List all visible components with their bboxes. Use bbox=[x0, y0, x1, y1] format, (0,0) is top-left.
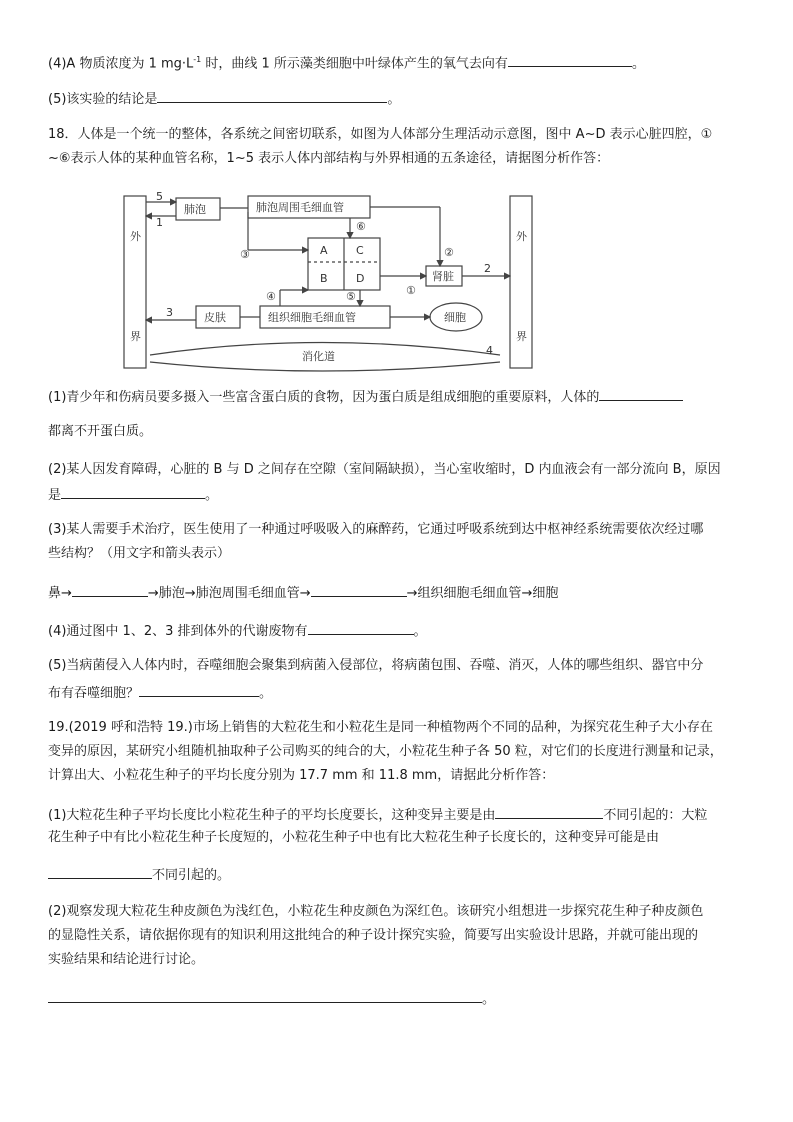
q19-item2-line2: 的显隐性关系，请依据你现有的知识利用这批纯合的种子设计探究实验，简要写出实验设计思路，并就可能出现的 bbox=[48, 928, 699, 943]
path-4: 4 bbox=[486, 344, 493, 357]
vessel-4: ④ bbox=[266, 290, 276, 303]
answer-blank[interactable] bbox=[311, 582, 407, 597]
q19-item1-text1: (1)大粒花生种子平均长度比小粒花生种子的平均长度要长，这种变异主要是由 bbox=[48, 808, 496, 823]
q18-item1-text: (1)青少年和伤病员要多摄入一些富含蛋白质的食物，因为蛋白质是组成细胞的重要原料，人体的 bbox=[48, 390, 600, 405]
punct: 。 bbox=[259, 686, 273, 701]
q18-item3-text2: →肺泡→肺泡周围毛细血管→ bbox=[147, 586, 311, 601]
answer-blank[interactable] bbox=[139, 682, 259, 697]
vessel-2: ② bbox=[444, 246, 454, 259]
chamber-a: A bbox=[320, 244, 328, 257]
q19-intro-line1: 19.(2019 呼和浩特 19.)市场上销售的大粒花生和小粒花生是同一种植物两个不同的品种，为探究花生种子大小存在 bbox=[48, 720, 713, 735]
q19-item2-line1: (2)观察发现大粒花生种皮颜色为浅红色，小粒花生种皮颜色为深红色。该研究小组想进一步探究花生种子种皮颜色 bbox=[48, 904, 704, 919]
chamber-c: C bbox=[356, 244, 364, 257]
answer-blank[interactable] bbox=[48, 988, 482, 1003]
q18-item5-line1: (5)当病菌侵入人体内时，吞噬细胞会聚集到病菌入侵部位，将病菌包围、吞噬、消灭，人体的哪些组织、器官中分 bbox=[48, 658, 704, 673]
q17-item5 bbox=[48, 88, 400, 110]
q18-item1-line1 bbox=[48, 386, 683, 408]
q18-item2-line1: (2)某人因发育障碍，心脏的 B 与 D 之间存在空隙（室间隔缺损），当心室收缩时，D 内血液会有一部分流向 B，原因 bbox=[48, 462, 721, 477]
answer-blank[interactable] bbox=[157, 88, 387, 103]
q17-item5-text: (5)该实验的结论是 bbox=[48, 92, 158, 107]
q19-item1-line2: 花生种子中有比小粒花生种子长度短的，小粒花生种子中也有比大粒花生种子长度长的，这种变异可能是由 bbox=[48, 830, 660, 845]
path-5: 5 bbox=[156, 190, 163, 203]
q17-item4-text: (4)A 物质浓度为 1 mg·L bbox=[48, 56, 194, 72]
q18-item4-text: (4)通过图中 1、2、3 排到体外的代谢废物有 bbox=[48, 624, 308, 639]
q18-item3-text3: →组织细胞毛细血管→细胞 bbox=[406, 586, 559, 601]
q18-intro-line2: ~⑥表示人体的某种血管名称，1~5 表示人体内部结构与外界相通的五条途径，请据图分析作答： bbox=[48, 151, 610, 166]
alveoli-label: 肺泡 bbox=[184, 203, 206, 216]
q19-intro-line3: 计算出大、小粒花生种子的平均长度分别为 17.7 mm 和 11.8 mm，请据此分析作答： bbox=[48, 768, 555, 783]
answer-blank[interactable] bbox=[61, 484, 205, 499]
answer-blank[interactable] bbox=[495, 804, 603, 819]
q19-item2-line3: 实验结果和结论进行讨论。 bbox=[48, 952, 205, 967]
physiology-diagram bbox=[120, 190, 540, 375]
q18-item5-line2 bbox=[48, 682, 272, 704]
vessel-1: ① bbox=[406, 284, 416, 297]
q19-item1-line3 bbox=[48, 864, 230, 886]
vessel-3: ③ bbox=[240, 248, 250, 261]
vessel-6: ⑥ bbox=[356, 220, 366, 233]
digestive-label: 消化道 bbox=[302, 350, 335, 363]
answer-blank[interactable] bbox=[72, 582, 148, 597]
answer-blank[interactable] bbox=[599, 386, 683, 401]
answer-blank[interactable] bbox=[48, 864, 152, 879]
answer-blank[interactable] bbox=[308, 620, 414, 635]
q18-item2-line2 bbox=[48, 484, 218, 506]
path-3: 3 bbox=[166, 306, 173, 319]
q18-item1-line2: 都离不开蛋白质。 bbox=[48, 424, 153, 439]
punct: 。 bbox=[482, 992, 496, 1007]
path-2: 2 bbox=[484, 262, 491, 275]
q18-item2-text: 是 bbox=[48, 488, 62, 503]
tissue-capillary-label: 组织细胞毛细血管 bbox=[268, 311, 356, 324]
q19-item1-text3: 不同引起的。 bbox=[152, 868, 231, 883]
q18-item5-text: 布有吞噬细胞？ bbox=[48, 686, 140, 701]
vessel-5: ⑤ bbox=[346, 290, 356, 303]
punct: 。 bbox=[631, 56, 645, 72]
unit-superscript: -1 bbox=[193, 55, 202, 64]
punct: 。 bbox=[387, 92, 401, 107]
cell-label: 细胞 bbox=[444, 311, 466, 324]
kidney-label: 肾脏 bbox=[432, 270, 454, 283]
q18-item3-line3 bbox=[48, 582, 558, 604]
chamber-d: D bbox=[356, 272, 365, 285]
world-label-left: 界 bbox=[130, 330, 141, 343]
q19-item1-text2: 不同引起的：大粒 bbox=[603, 808, 708, 823]
punct: 。 bbox=[205, 488, 219, 503]
path-1: 1 bbox=[156, 216, 163, 229]
chamber-b: B bbox=[320, 272, 328, 285]
digestive-lower bbox=[150, 362, 500, 371]
q18-item4 bbox=[48, 620, 427, 642]
outer-label-right: 外 bbox=[516, 230, 527, 243]
outer-label-left: 外 bbox=[130, 230, 141, 243]
q18-item3-text1: 鼻→ bbox=[48, 586, 72, 601]
answer-blank[interactable] bbox=[508, 52, 632, 67]
alveolar-capillary-label: 肺泡周围毛细血管 bbox=[256, 201, 344, 214]
q19-item1-line1 bbox=[48, 804, 707, 826]
punct: 。 bbox=[413, 624, 427, 639]
q19-item2-answer bbox=[48, 988, 495, 1010]
q18-item3-line2: 些结构？（用文字和箭头表示） bbox=[48, 546, 231, 561]
q17-item4 bbox=[48, 50, 645, 74]
q19-intro-line2: 变异的原因，某研究小组随机抽取种子公司购买的纯合的大，小粒花生种子各 50 粒，对它们的长度进行测量和记录， bbox=[48, 744, 723, 759]
q18-intro-line1: 18．人体是一个统一的整体，各系统之间密切联系，如图为人体部分生理活动示意图，图中 A~D 表示心脏四腔，① bbox=[48, 127, 713, 142]
q17-item4-text2: 时，曲线 1 所示藻类细胞中叶绿体产生的氧气去向有 bbox=[201, 56, 508, 72]
skin-label: 皮肤 bbox=[204, 311, 226, 324]
q18-item3-line1: (3)某人需要手术治疗，医生使用了一种通过呼吸吸入的麻醉药，它通过呼吸系统到达中枢神经系统需要依次经过哪 bbox=[48, 522, 704, 537]
world-label-right: 界 bbox=[516, 330, 527, 343]
